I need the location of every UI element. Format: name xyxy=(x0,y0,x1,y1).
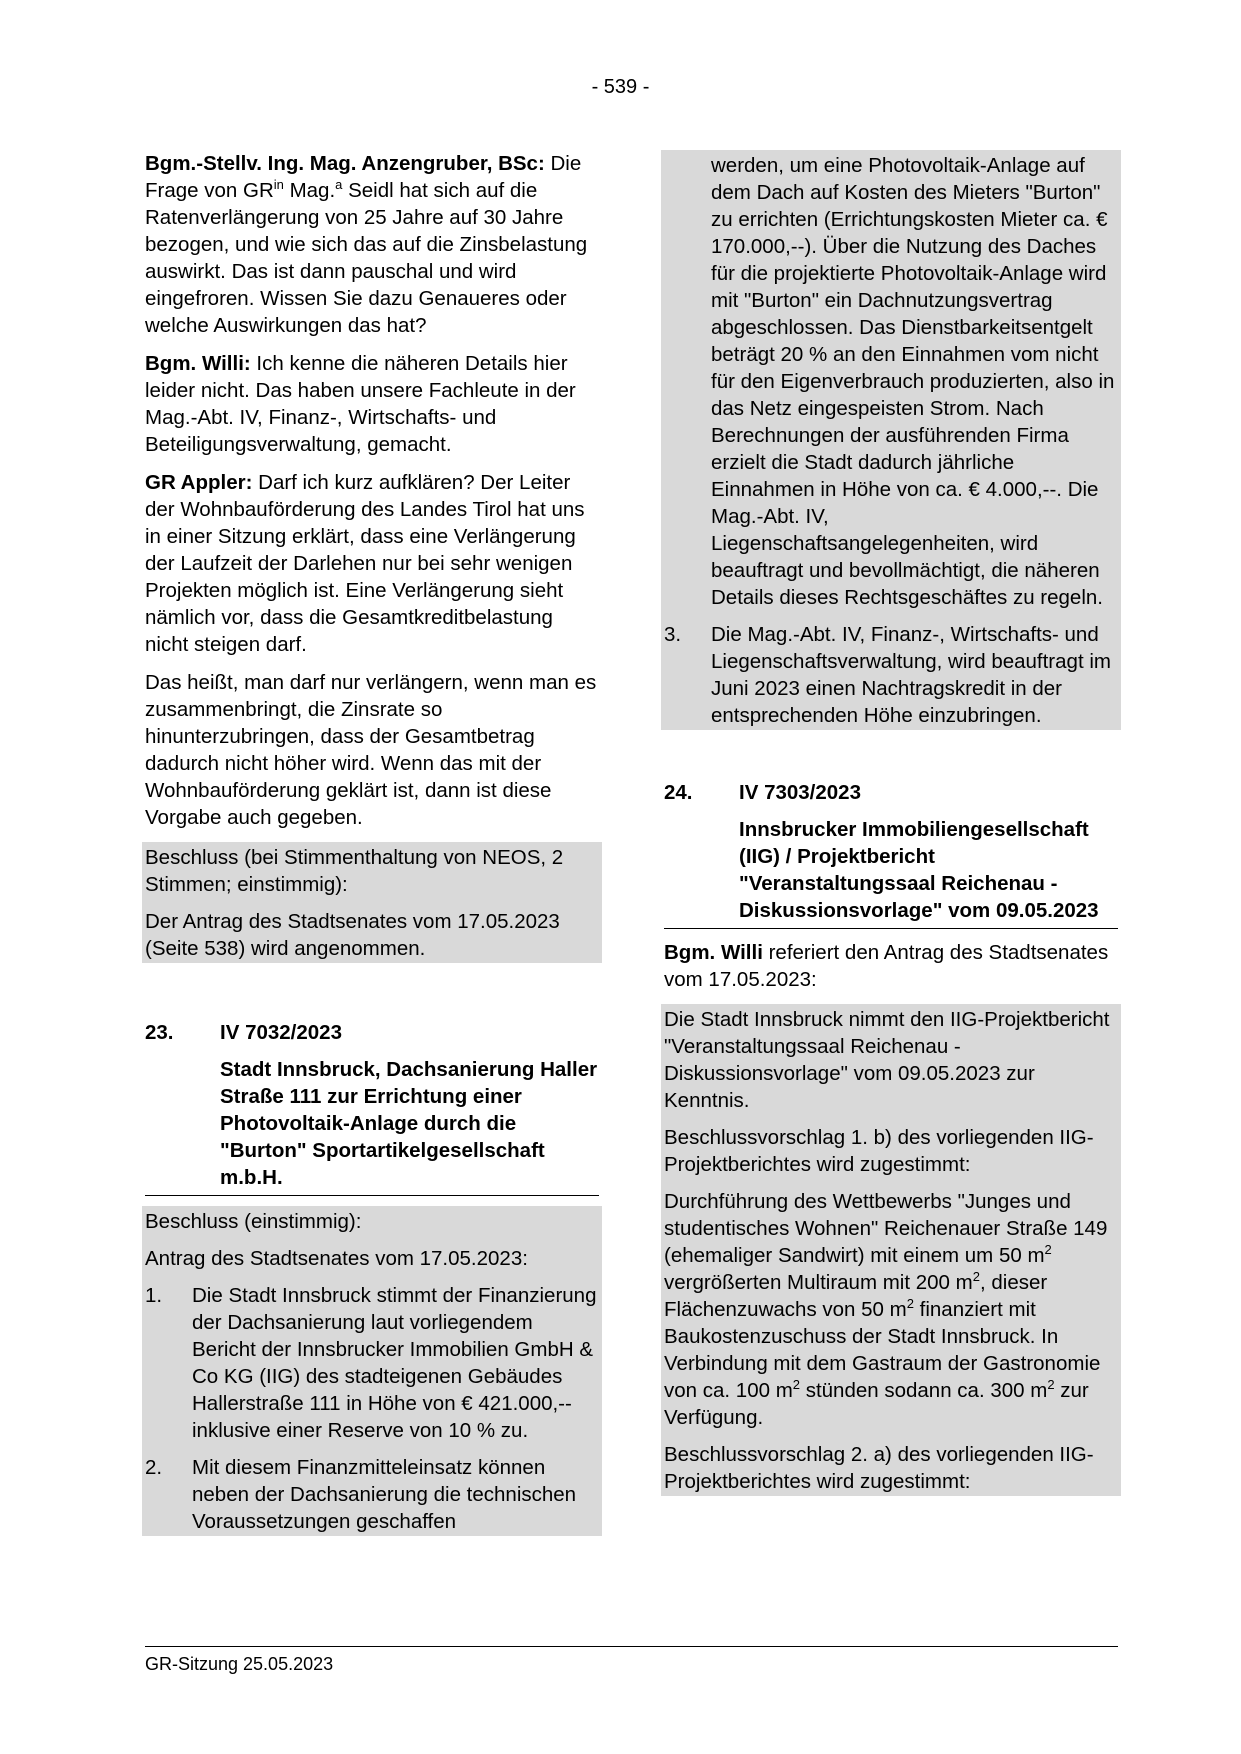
resolution-text: Der Antrag des Stadtsenates vom 17.05.2023 (Seite 538) wird angenommen. xyxy=(145,910,560,960)
paragraph-anzengruber: Bgm.-Stellv. Ing. Mag. Anzengruber, BSc: Die Frage von $GR^{in}$ Mag.$^a$ Seidl hat sich auf die Ratenverlängerung von 25 Jahre auf 30 Jahre bezogen, und wie sich das auf die Zinsbelastung auswirkt. Das ist dann pauschal und wird eingefroren. Wissen Sie dazu Genaueres oder welche Auswirkungen das hat? xyxy=(145,152,588,337)
motion-paragraph: Beschlussvorschlag 2. a) des vorliegenden IIG-Projektberichtes wird zugestimmt: xyxy=(664,1443,1094,1493)
speaker-name: GR Appler: xyxy=(145,471,253,494)
agenda-item-title: Stadt Innsbruck, Dachsanierung Haller Straße 111 zur Errichtung einer Photovoltaik-Anlage durch die "Burton" Sportartikelgesellschaft m.b.H. xyxy=(145,1056,599,1196)
page-number: - 539 - xyxy=(591,76,650,98)
resolution-block-cont xyxy=(661,150,1121,730)
resolution-block xyxy=(142,842,602,963)
paragraph-appler-cont: Das heißt, man darf nur verlängern, wenn man es zusammenbringt, die Zinsrate so hinunterzubringen, dass der Gesamtbetrag dadurch nicht höher wird. Wenn das mit der Wohnbauförderung geklärt ist, dann ist diese Vorgabe auch gegeben. xyxy=(145,671,597,829)
agenda-item-number: 23. xyxy=(145,1021,174,1044)
paragraph-willi: Bgm. Willi: Ich kenne die näheren Details hier leider nicht. Das haben unsere Fachleute in der Mag.-Abt. IV, Finanz-, Wirtschafts- und Beteiligungsverwaltung, gemacht. xyxy=(145,352,576,456)
agenda-item-header xyxy=(664,779,1118,806)
left-column xyxy=(145,150,599,1536)
motion-label: Antrag des Stadtsenates vom 17.05.2023: xyxy=(145,1247,528,1270)
motion-paragraph: Die Stadt Innsbruck nimmt den IIG-Projektbericht "Veranstaltungssaal Reichenau - Diskussionsvorlage" vom 09.05.2023 zur Kenntnis. xyxy=(664,1008,1110,1112)
resolution-block xyxy=(142,1206,602,1536)
paragraph-appler: GR Appler: Darf ich kurz aufklären? Der Leiter der Wohnbauförderung des Landes Tirol hat uns in einer Sitzung erklärt, dass eine Verlängerung der Laufzeit der Darlehen nur bei sehr wenigen Projekten möglich ist. Eine Verlängerung sieht nämlich vor, dass die Gesamtkreditbelastung nicht steigen darf. xyxy=(145,471,585,656)
right-column xyxy=(664,150,1118,1496)
list-item: 1. Die Stadt Innsbruck stimmt der Finanzierung der Dachsanierung laut vorliegendem Bericht der Innsbrucker Immobilien GmbH & Co KG (IIG) des stadteigenen Gebäudes Hallerstraße 111 in Höhe von € 421.000,-- inklusive einer Reserve von 10 % zu. xyxy=(145,1284,597,1442)
footer-divider xyxy=(145,1646,1118,1647)
agenda-item-title: Innsbrucker Immobiliengesellschaft (IIG) / Projektbericht "Veranstaltungssaal Reichenau - Diskussionsvorlage" vom 09.05.2023 xyxy=(664,816,1118,929)
list-item-continuation: werden, um eine Photovoltaik-Anlage auf dem Dach auf Kosten des Mieters "Burton" zu errichten (Errichtungskosten Mieter ca. € 170.000,--). Über die Nutzung des Daches für die projektierte Photovoltaik-Anlage wird mit "Burton" ein Dachnutzungsvertrag abgeschlossen. Das Dienstbarkeitsentgelt beträgt 20 % an den Einnahmen vom nicht für den Eigenverbrauch produzierten, also in das Netz eingespeisten Strom. Nach Berechnungen der ausführenden Firma erzielt die Stadt dadurch jährliche Einnahmen in Höhe von ca. € 4.000,--. Die Mag.-Abt. IV, Liegenschaftsangelegenheiten, wird beauftragt und bevollmächtigt, die näheren Details dieses Rechtsgeschäftes zu regeln. xyxy=(711,154,1115,609)
speaker-name: Bgm. Willi xyxy=(664,941,763,964)
motion-block xyxy=(661,1004,1121,1496)
footer-text: GR-Sitzung 25.05.2023 xyxy=(145,1654,334,1674)
motion-paragraph: Durchführung des Wettbewerbs "Junges und studentisches Wohnen" Reichenauer Straße 149 (ehemaliger Sandwirt) mit einem um 50 $m^2$ vergrößerten Multiraum mit 200 $m^2$, dieser Flächenzuwachs von 50 $m^2$ finanziert mit Baukostenzuschuss der Stadt Innsbruck. In Verbindung mit dem Gastraum der Gastronomie von ca. 100 $m^2$ stünden sodann ca. 300 $m^2$ zur Verfügung. xyxy=(664,1190,1108,1429)
agenda-item-header xyxy=(145,1019,599,1046)
agenda-item-code: IV 7303/2023 xyxy=(739,781,861,804)
resolution-label: Beschluss (bei Stimmenthaltung von NEOS, 2 Stimmen; einstimmig): xyxy=(145,846,564,896)
agenda-item-number: 24. xyxy=(664,781,693,804)
resolution-label: Beschluss (einstimmig): xyxy=(145,1210,362,1233)
agenda-item-code: IV 7032/2023 xyxy=(220,1021,342,1044)
list-item: 2. Mit diesem Finanzmitteleinsatz können neben der Dachsanierung die technischen Voraussetzungen geschaffen xyxy=(145,1456,577,1533)
list-item: 3. Die Mag.-Abt. IV, Finanz-, Wirtschafts- und Liegenschaftsverwaltung, wird beauftragt im Juni 2023 einen Nachtragskredit in der entsprechenden Höhe einzubringen. xyxy=(664,623,1111,727)
paragraph-willi-motion: Bgm. Willi referiert den Antrag des Stadtsenates vom 17.05.2023: xyxy=(664,941,1109,991)
motion-paragraph: Beschlussvorschlag 1. b) des vorliegenden IIG-Projektberichtes wird zugestimmt: xyxy=(664,1126,1094,1176)
speaker-name: Bgm. Willi: xyxy=(145,352,251,375)
speaker-name: Bgm.-Stellv. Ing. Mag. Anzengruber, BSc: xyxy=(145,152,545,175)
